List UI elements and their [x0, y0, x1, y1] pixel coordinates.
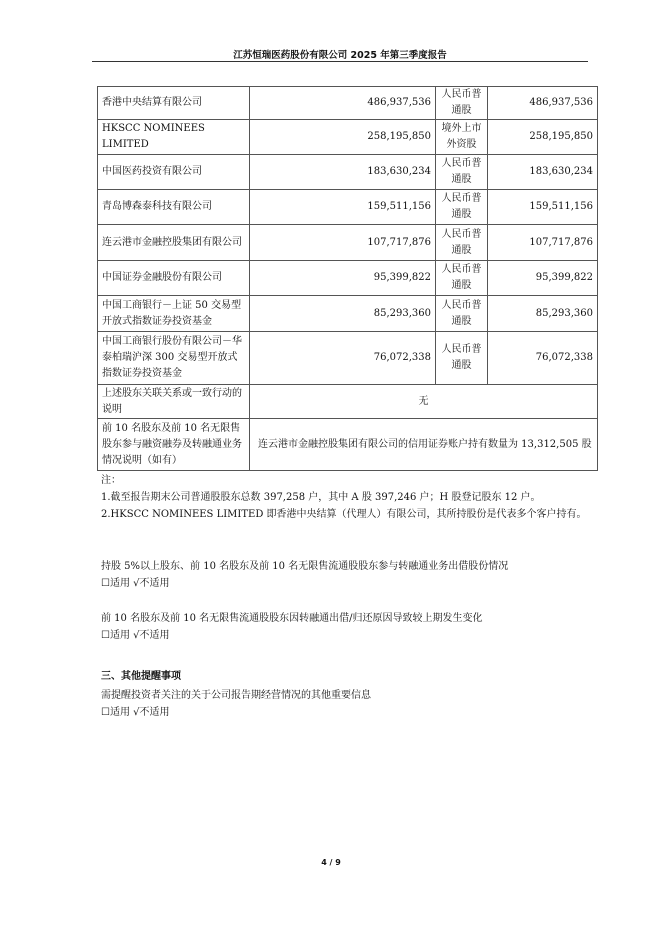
table-row: [98, 261, 598, 296]
holder-shares: 107,717,876: [250, 225, 436, 261]
table-row: [98, 87, 598, 120]
share-count: 95,399,822: [488, 261, 598, 296]
share-type: 人民币普通股: [436, 332, 488, 385]
share-type: 境外上市外资股: [436, 120, 488, 155]
table-row: [98, 120, 598, 155]
change-options: ☐适用 √不适用: [101, 630, 170, 641]
table-row: [98, 155, 598, 190]
table-row: [98, 296, 598, 332]
share-type: 人民币普通股: [436, 87, 488, 120]
margin-value: 连云港市金融控股集团有限公司的信用证券账户持有数量为 13,312,505 股: [250, 419, 598, 471]
related-value: 无: [250, 385, 598, 419]
margin-label: 前 10 名股东及前 10 名无限售股东参与融资融券及转融通业务情况说明（如有）: [98, 419, 250, 471]
holder-name: 青岛博森泰科技有限公司: [98, 190, 250, 225]
share-count: 76,072,338: [488, 332, 598, 385]
holder-shares: 76,072,338: [250, 332, 436, 385]
share-count: 107,717,876: [488, 225, 598, 261]
other-section: [101, 668, 597, 721]
share-count: 85,293,360: [488, 296, 598, 332]
top-holders-table: [97, 86, 598, 471]
share-type: 人民币普通股: [436, 225, 488, 261]
table-row: [98, 190, 598, 225]
note-item: 1.截至报告期末公司普通股股东总数 397,258 户，其中 A 股 397,246 户；H 股登记股东 12 户。: [101, 492, 541, 503]
lending-title: 持股 5%以上股东、前 10 名股东及前 10 名无限售流通股股东参与转融通业务出借股份情况: [101, 561, 509, 572]
share-type: 人民币普通股: [436, 190, 488, 225]
holder-shares: 95,399,822: [250, 261, 436, 296]
share-type: 人民币普通股: [436, 155, 488, 190]
holder-name: 中国工商银行－上证 50 交易型开放式指数证券投资基金: [98, 296, 250, 332]
holder-name: 中国证券金融股份有限公司: [98, 261, 250, 296]
holder-shares: 159,511,156: [250, 190, 436, 225]
holder-shares: 183,630,234: [250, 155, 436, 190]
share-count: 159,511,156: [488, 190, 598, 225]
table-row: [98, 419, 598, 471]
table-row: [98, 225, 598, 261]
holder-name: 香港中央结算有限公司: [98, 87, 250, 120]
lending-section: [101, 558, 597, 592]
notes-label: 注：: [101, 475, 121, 486]
lending-options: ☐适用 √不适用: [101, 578, 170, 589]
table-row: [98, 332, 598, 385]
other-options: ☐适用 √不适用: [101, 707, 170, 718]
holder-shares: 258,195,850: [250, 120, 436, 155]
report-header: 江苏恒瑞医药股份有限公司 2025 年第三季度报告: [233, 50, 447, 61]
holder-name: 中国工商银行股份有限公司－华泰柏瑞沪深 300 交易型开放式指数证券投资基金: [98, 332, 250, 385]
holder-name: 中国医药投资有限公司: [98, 155, 250, 190]
page-number: 4 / 9: [321, 858, 341, 867]
note-item: 2.HKSCC NOMINEES LIMITED 即香港中央结算（代理人）有限公司，其所持股份是代表多个客户持有。: [101, 509, 587, 520]
table-row: [98, 385, 598, 419]
section-heading: 三、其他提醒事项: [101, 671, 181, 682]
holder-name: HKSCC NOMINEES LIMITED: [98, 120, 250, 155]
notes: [101, 472, 597, 523]
change-section: [101, 610, 597, 644]
share-type: 人民币普通股: [436, 261, 488, 296]
related-label: 上述股东关联关系或一致行动的说明: [98, 385, 250, 419]
share-count: 183,630,234: [488, 155, 598, 190]
change-title: 前 10 名股东及前 10 名无限售流通股股东因转融通出借/归还原因导致较上期发生变化: [101, 613, 483, 624]
share-type: 人民币普通股: [436, 296, 488, 332]
holder-shares: 486,937,536: [250, 87, 436, 120]
share-count: 258,195,850: [488, 120, 598, 155]
share-count: 486,937,536: [488, 87, 598, 120]
holder-name: 连云港市金融控股集团有限公司: [98, 225, 250, 261]
header-rule: [92, 61, 588, 62]
holder-shares: 85,293,360: [250, 296, 436, 332]
other-text: 需提醒投资者关注的关于公司报告期经营情况的其他重要信息: [101, 690, 371, 701]
